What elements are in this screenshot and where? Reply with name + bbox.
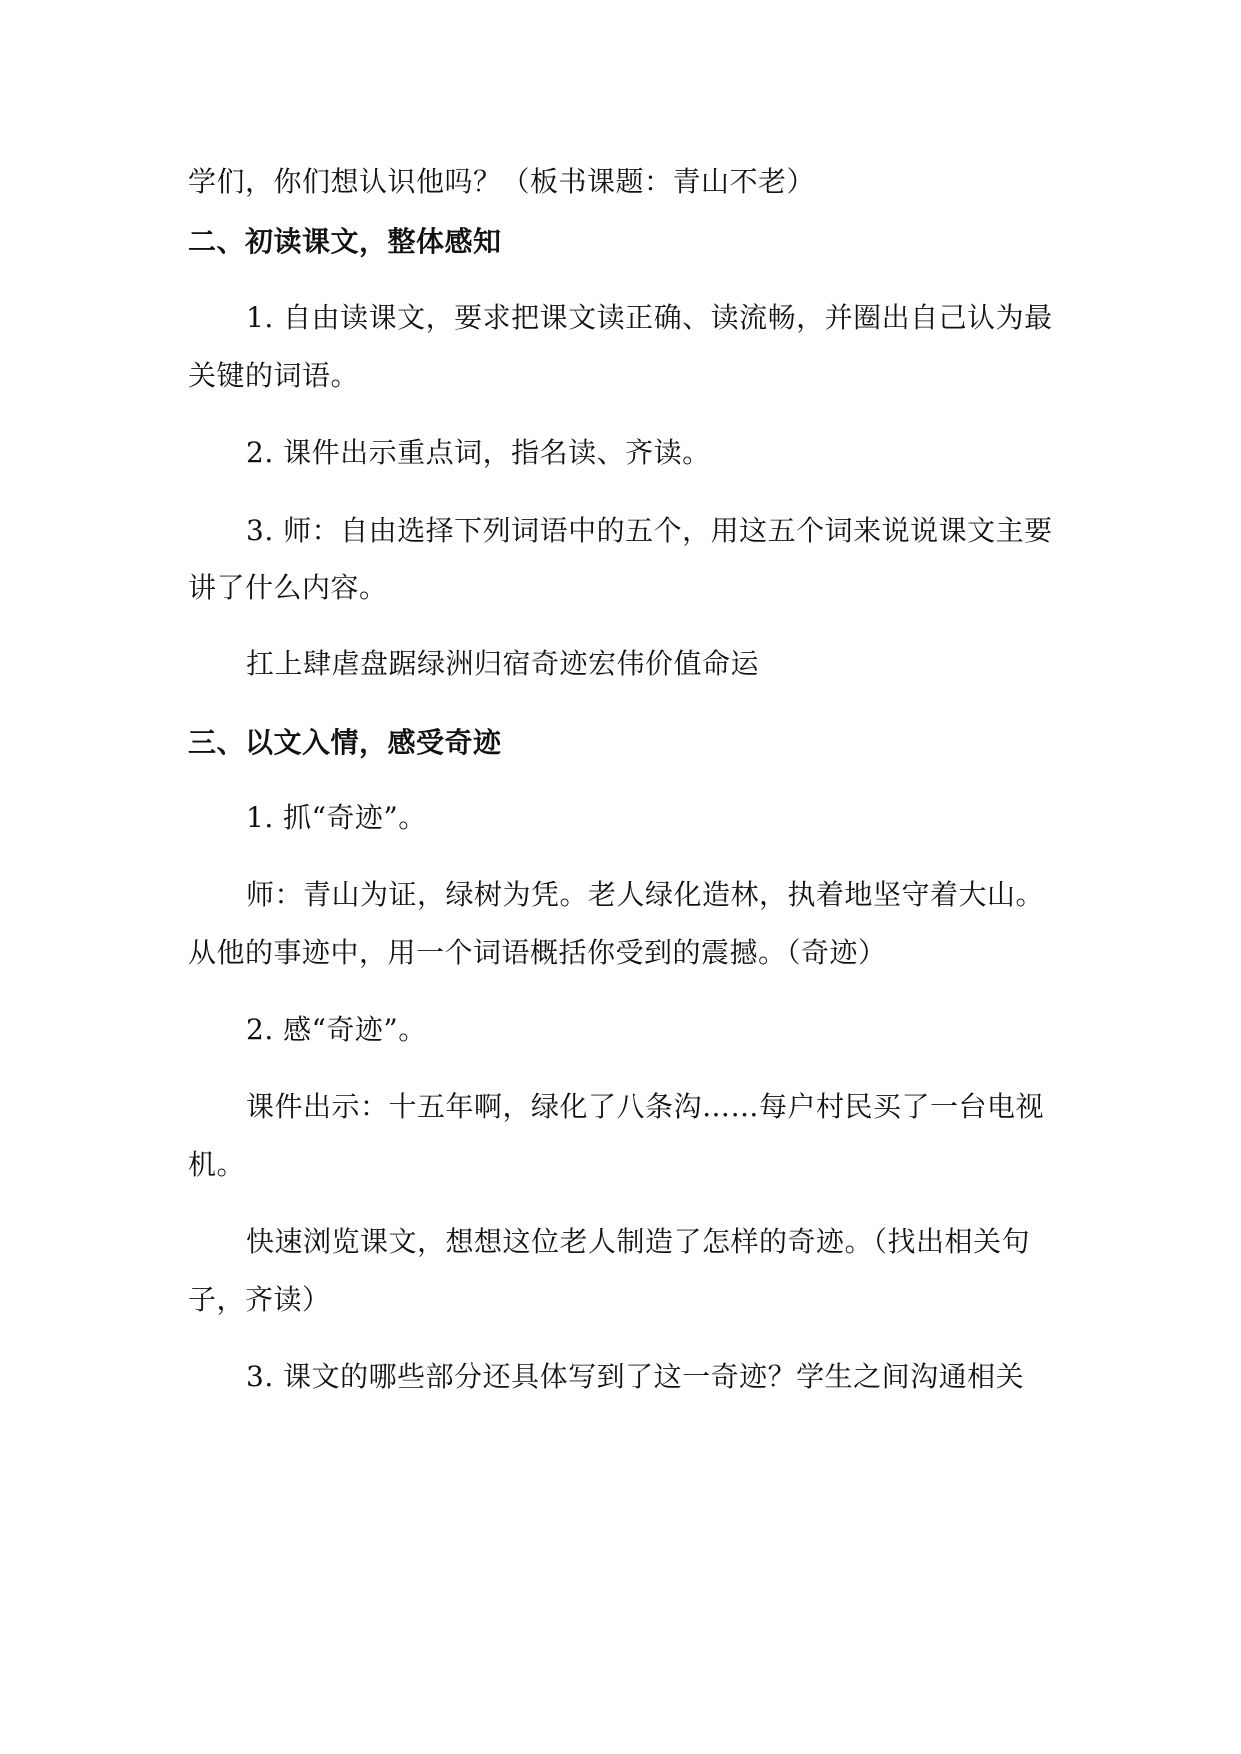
text-line: 2. 课件出示重点词，指名读、齐读。 — [246, 436, 711, 469]
section-heading: 二、初读课文，整体感知 — [188, 225, 502, 258]
text-line: 师：青山为证，绿树为凭。老人绿化造林，执着地坚守着大山。 — [246, 878, 1045, 911]
text-line: 快速浏览课文，想想这位老人制造了怎样的奇迹。（找出相关句 — [246, 1225, 1031, 1258]
text-line: 扛上肆虐盘踞绿洲归宿奇迹宏伟价值命运 — [246, 647, 760, 680]
text-line: 关键的词语。 — [188, 359, 360, 392]
section-heading: 三、以文入情，感受奇迹 — [188, 726, 502, 759]
text-line: 子，齐读） — [188, 1283, 331, 1316]
text-line: 讲了什么内容。 — [188, 571, 388, 604]
text-line: 机。 — [188, 1148, 246, 1181]
text-line: 3. 课文的哪些部分还具体写到了这一奇迹？学生之间沟通相关 — [246, 1360, 1025, 1393]
text-line: 3. 师：自由选择下列词语中的五个，用这五个词来说说课文主要 — [246, 514, 1053, 547]
text-line: 2. 感“奇迹”。 — [246, 1013, 427, 1046]
text-line: 1. 自由读课文，要求把课文读正确、读流畅，并圈出自己认为最 — [246, 301, 1053, 334]
text-line: 从他的事迹中，用一个词语概括你受到的震撼。（奇迹） — [188, 936, 887, 969]
text-line: 学们，你们想认识他吗？（板书课题：青山不老） — [188, 165, 816, 198]
text-line: 课件出示：十五年啊，绿化了八条沟……每户村民买了一台电视 — [246, 1090, 1045, 1123]
text-line: 1. 抓“奇迹”。 — [246, 801, 427, 834]
